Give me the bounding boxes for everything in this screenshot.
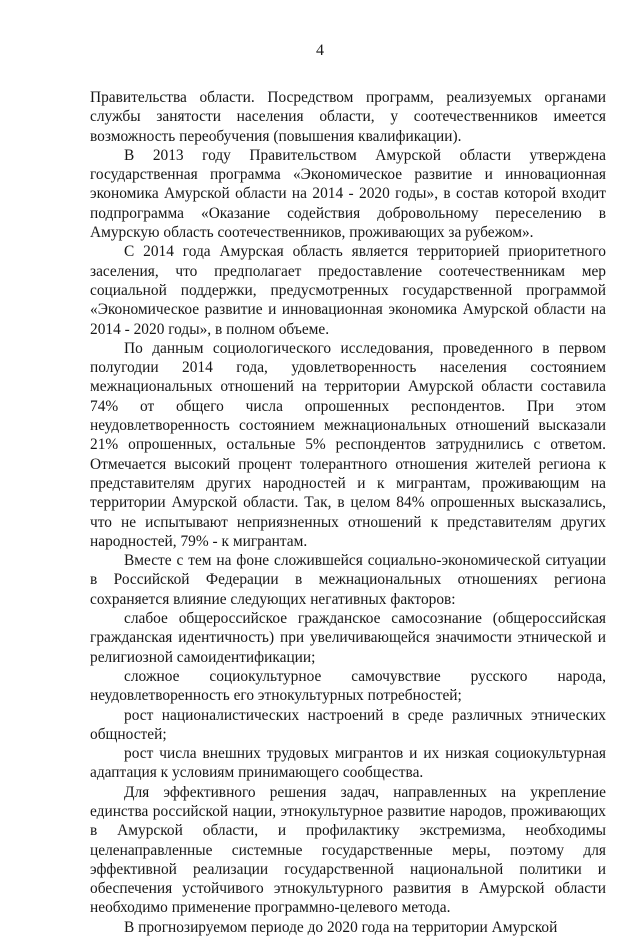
- paragraph: По данным социологического исследования, проведенного в первом полугодии 2014 года, удовлетворенность населения состоянием межнациональных отношений на территории Амурской области составила 74% от общего числа опрошенных респондентов. При этом неудовлетворенность состоянием межнациональных отношений высказали 21% опрошенных, остальные 5% респондентов затруднились с ответом. Отмечается высокий процент толерантного отношения жителей региона к представителям других народностей и к мигрантам, проживающим на территории Амурской области. Так, в целом 84% опрошенных высказались, что не испытывают неприязненных отношений к представителям других народностей, 79% - к мигрантам.: [90, 339, 606, 550]
- paragraph: С 2014 года Амурская область является территорией приоритетного заселения, что предполагает предоставление соотечественникам мер социальной поддержки, предусмотренных государственной программой «Экономическое развитие и инновационная экономика Амурской области на 2014 - 2020 годы», в полном объеме.: [90, 243, 606, 338]
- paragraph: Вместе с тем на фоне сложившейся социально-экономической ситуации в Российской Федерации в межнациональных отношениях региона сохраняется влияние следующих негативных факторов:: [90, 552, 606, 608]
- paragraph: В прогнозируемом периоде до 2020 года на территории Амурской: [124, 918, 558, 936]
- paragraph: Для эффективного решения задач, направленных на укрепление единства российской нации, этнокультурное развитие народов, проживающих в Амурской области, и профилактику экстремизма, необходимы целенаправленные системные государственные меры, поэтому для эффективной реализации государственной национальной политики и обеспечения устойчивого этнокультурного развития в Амурской области необходимо применение программно-целевого метода.: [90, 783, 606, 917]
- list-item-factor: сложное социокультурное самочувствие русского народа, неудовлетворенность его этнокультурных потребностей;: [90, 667, 606, 705]
- paragraph: Правительства области. Посредством программ, реализуемых органами службы занятости населения области, у соотечественников имеется возможность переобучения (повышения квалификации).: [90, 89, 606, 145]
- list-item-factor: рост числа внешних трудовых мигрантов и их низкая социокультурная адаптация к условиям принимающего сообщества.: [90, 745, 606, 782]
- list-item-factor: слабое общероссийское гражданское самосознание (общероссийская гражданская идентичность) при увеличивающейся значимости этнической и религиозной самоидентификации;: [90, 610, 606, 666]
- paragraph: В 2013 году Правительством Амурской области утверждена государственная программа «Экономическое развитие и инновационная экономика Амурской области на 2014 - 2020 годы», в состав которой входит подпрограмма «Оказание содействия добровольному переселению в Амурскую область соотечественников, проживающих за рубежом».: [90, 146, 606, 242]
- page-number: 4: [316, 42, 324, 59]
- list-item-factor: рост националистических настроений в среде различных этнических общностей;: [90, 706, 606, 743]
- document-body: [90, 88, 606, 937]
